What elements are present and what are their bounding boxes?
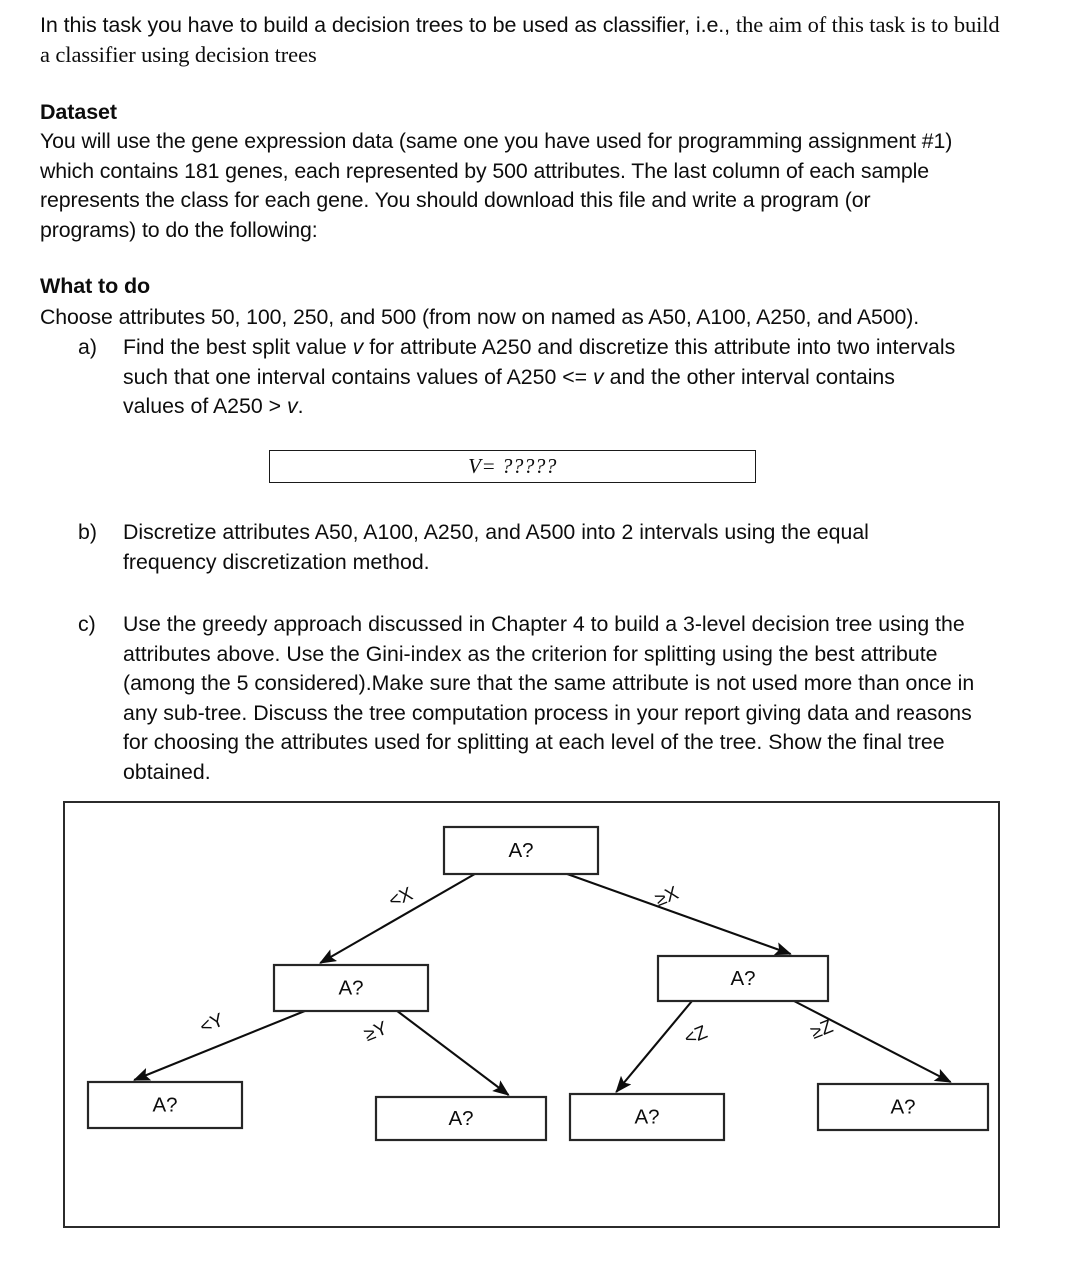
item-a-var-1: v [352,335,364,359]
tree-node-leaf-2[interactable] [376,1097,546,1140]
tree-edge-label-root-to-right-mid: ≥X [652,882,682,911]
tree-node-right-mid[interactable] [658,956,828,1001]
item-a-var-3: v [287,394,298,418]
tree-node-leaf-1[interactable] [88,1082,242,1128]
tree-edge-label-left-mid-to-leaf-2: ≥Y [361,1017,391,1046]
list-item-b-text: Discretize attributes A50, A100, A250, and A500 into 2 intervals using the equal frequency discretization method. [123,520,869,574]
list-item-c-text: Use the greedy approach discussed in Chapter 4 to build a 3-level decision tree using the attributes above. Use the Gini-index as the criterion for splitting using the best attribute (among the 5 considered).Make sure that the same attribute is not used more than once in any sub-tree. Discuss the tree computation process in your report giving data and reasons for choosing the attributes used for splitting at each level of the tree. Show the final tree obtained. [123,612,975,784]
intro-paragraph [40,10,1000,70]
tree-node-label-leaf-3: A? [634,1105,660,1129]
intro-segment-sans: In this task you have to build a decision trees to be used as classifier, i.e., [40,13,736,37]
item-a-text-2: for attribute A250 and discretize this attribute into two intervals such that one interval contains values of A250 <= [123,335,956,389]
list-marker-c: c) [78,612,96,636]
tree-edge-left-mid-to-leaf-2 [397,1011,508,1095]
what-to-do-heading: What to do [40,274,151,298]
tree-node-label-leaf-4: A? [890,1095,916,1119]
tree-nodes [88,827,988,1140]
item-a-text-3: and the other interval contains values of A250 > [123,364,895,418]
list-marker-b: b) [78,520,97,544]
tree-node-label-root: A? [508,838,534,862]
decision-tree-diagram [63,801,1000,1228]
tree-node-root[interactable] [444,827,598,874]
list-item-a [78,333,958,422]
tree-node-leaf-3[interactable] [570,1094,724,1140]
tree-node-label-left-mid: A? [338,976,364,1000]
tree-node-leaf-4[interactable] [818,1084,988,1130]
tree-edge-label-root-to-left-mid: <X [385,883,416,913]
list-item-b [78,518,958,577]
tree-node-label-leaf-2: A? [448,1106,474,1130]
tree-node-left-mid[interactable] [274,965,428,1011]
tree-node-label-right-mid: A? [730,966,756,990]
tree-edge-label-right-mid-to-leaf-4: ≥Z [807,1016,837,1044]
intro-segment-serif: the aim of this task is to build a classifier using decision trees [40,12,1000,67]
what-to-do-paragraph: Choose attributes 50, 100, 250, and 500 (from now on named as A50, A100, A250, and A500). [40,305,920,329]
item-a-text-1: Find the best split value [123,335,353,359]
dataset-heading: Dataset [40,100,117,124]
list-marker-a: a) [78,335,97,359]
tree-edge-root-to-right-mid [567,874,790,954]
list-item-c [78,610,988,787]
dataset-paragraph: You will use the gene expression data (same one you have used for programming assignment #1) which contains 181 genes, each represented by 500 attributes. The last column of each sample represents the class for each gene. You should download this file and write a program (or programs) to do the following: [40,129,953,242]
answer-box-label: V= ????? [468,454,557,478]
tree-edge-label-left-mid-to-leaf-1: <Y [196,1009,227,1039]
tree-edge-right-mid-to-leaf-3 [616,1001,692,1092]
tree-node-label-leaf-1: A? [152,1093,178,1117]
item-a-text-4: . [297,394,304,418]
item-a-var-2: v [593,364,604,389]
decision-tree-svg [65,803,998,1226]
answer-box[interactable] [269,450,756,483]
list-item-a-text [123,333,958,422]
tree-edge-label-right-mid-to-leaf-3: <Z [681,1021,711,1050]
